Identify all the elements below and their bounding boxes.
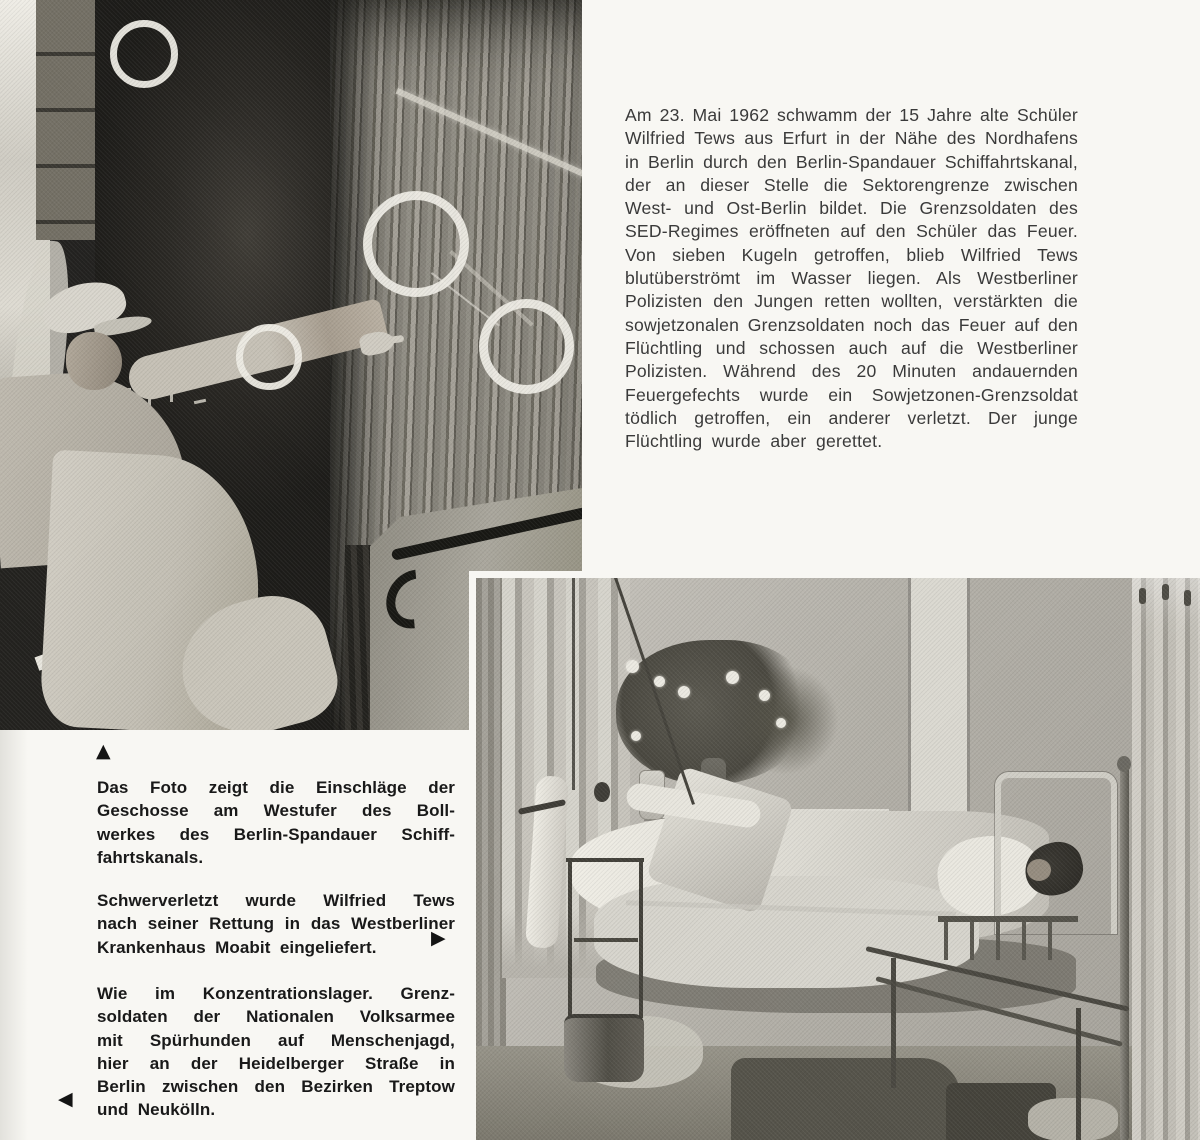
bed-rail-bar <box>1022 922 1026 960</box>
article-line: Flüchtling und schossen auch auf die Westberliner <box>625 337 1078 358</box>
hospital-photo <box>469 571 1200 1140</box>
traction-frame-bar <box>566 858 644 862</box>
article-line: Polizisten. Während des 20 Minuten andauernden <box>625 361 1078 382</box>
caption-line: Das Foto zeigt die Einschläge der <box>97 778 455 797</box>
flower-blossom <box>654 676 665 687</box>
article-line: blutüberströmt im Wasser liegen. Als Westberliner <box>625 268 1078 289</box>
article-line: SED-Regimes eröffneten auf den Schüler das Feuer. <box>625 221 1078 242</box>
caption-line: Berlin zwischen den Bezirken Treptow <box>97 1077 455 1097</box>
article-line: Wilfried Tews aus Erfurt in der Nähe des Nordhafens <box>625 128 1078 149</box>
article-line: Am 23. Mai 1962 schwamm der 15 Jahre alte Schüler <box>625 105 1078 125</box>
triangle-right-marker: ▶ <box>431 927 446 949</box>
background-door <box>908 578 970 813</box>
article-line: Feuergefechts wurde ein Sowjetzonen-Grenzsoldat <box>625 384 1078 405</box>
traction-weight <box>564 1014 644 1082</box>
article-line: in Berlin durch den Berlin-Spandauer Schiffahrtskanal, <box>625 151 1078 172</box>
bed-side-rail <box>938 916 1078 922</box>
triangle-left-marker: ◀ <box>58 1088 73 1110</box>
caption-manhunt <box>97 982 455 1122</box>
caption-hospital <box>97 889 455 959</box>
caption-line: Schwerverletzt wurde Wilfried Tews <box>97 891 455 910</box>
article-line: der an dieser Stelle die Sektorengrenze zwischen <box>625 174 1078 195</box>
article-line: Polizisten den Jungen retten wollten, verstärkten die <box>625 291 1078 312</box>
traction-pulley <box>594 782 610 802</box>
triangle-up-marker: ▲ <box>96 740 111 762</box>
floor-cloth <box>1028 1098 1118 1140</box>
impact-circle-1 <box>110 20 178 88</box>
caption-line: Krankenhaus Moabit eingeliefert. <box>97 937 377 957</box>
flower-blossom <box>726 671 739 684</box>
article-text-block <box>625 104 1078 453</box>
impact-circle-3 <box>479 299 574 394</box>
flower-blossom <box>631 731 641 741</box>
bed-post <box>1120 764 1129 1140</box>
bed-post-knob <box>1117 756 1131 772</box>
curtain-hook <box>1162 584 1169 600</box>
caption-line: nach seiner Rettung in das Westberliner <box>97 914 455 934</box>
caption-bullet-wall <box>97 776 455 869</box>
curtain-hook <box>1139 588 1146 604</box>
caption-line: hier an der Heidelberger Straße in <box>97 1053 455 1073</box>
bed-headboard <box>995 772 1117 934</box>
caption-line: werkes des Berlin-Spandauer Schiff- <box>97 824 455 844</box>
impact-circle-2 <box>363 191 469 297</box>
article-line: sowjetzonalen Grenzsoldaten noch das Feuer auf den <box>625 314 1078 335</box>
flower-blossom <box>776 718 786 728</box>
flower-blossom <box>759 690 770 701</box>
traction-frame-rod <box>639 858 643 1018</box>
article-line: Flüchtling wurde aber gerettet. <box>625 431 883 452</box>
traction-frame-bar <box>574 938 638 942</box>
foreground-chair <box>731 1058 961 1140</box>
curtain-right <box>1132 578 1200 1140</box>
caption-line: fahrtskanals. <box>97 847 204 867</box>
caption-line: mit Spürhunden auf Menschenjagd, <box>97 1030 455 1050</box>
traction-frame-rod <box>568 858 572 1018</box>
bed-rail-bar <box>996 922 1000 960</box>
curtain-hook <box>1184 590 1191 606</box>
bed-rail-bar <box>944 922 948 960</box>
bedding-fold <box>594 876 979 988</box>
pointing-man-face <box>66 332 122 390</box>
article-line: tödlich getroffen, ein anderer verletzt. Der junge <box>625 407 1078 428</box>
caption-line: soldaten der Nationalen Volksarmee <box>97 1007 455 1027</box>
bed-rail-bar <box>970 922 974 960</box>
article-line: Von sieben Kugeln getroffen, blieb Wilfried Tews <box>625 244 1078 265</box>
bed-leg <box>891 958 896 1088</box>
flower-blossom <box>626 660 639 673</box>
traction-cord <box>572 578 575 790</box>
impact-circle-4 <box>236 324 302 390</box>
bed-leg <box>1076 1008 1081 1140</box>
caption-line: Wie im Konzentrationslager. Grenz- <box>97 984 455 1003</box>
flower-blossom <box>678 686 690 698</box>
caption-line: und Neukölln. <box>97 1100 216 1120</box>
caption-line: Geschosse am Westufer des Boll- <box>97 801 455 821</box>
bed-rail-bar <box>1048 922 1052 960</box>
article-line: West- und Ost-Berlin bildet. Die Grenzsoldaten des <box>625 198 1078 219</box>
